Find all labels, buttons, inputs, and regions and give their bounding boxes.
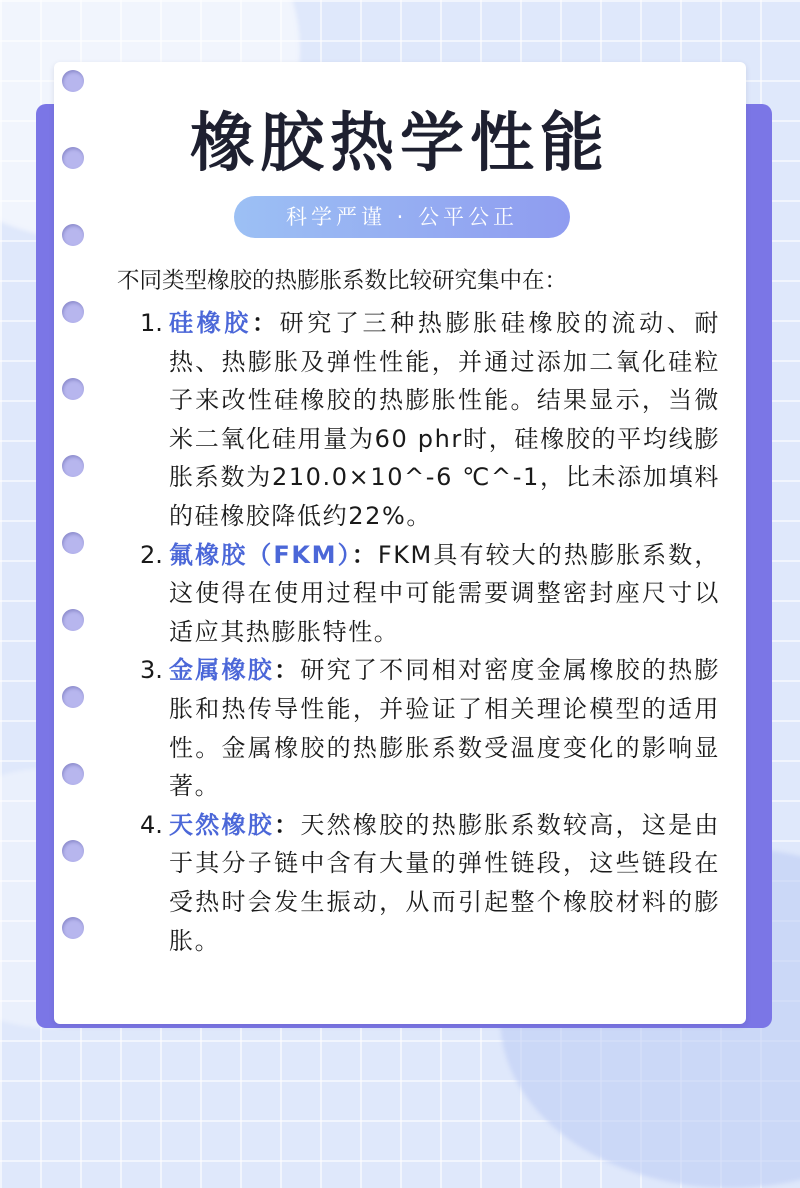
list-item-fluororubber	[140, 536, 720, 652]
binder-hole	[62, 224, 84, 246]
intro-text: 不同类型橡胶的热膨胀系数比较研究集中在：	[117, 268, 568, 294]
item-term: 天然橡胶	[169, 810, 275, 839]
item-colon: ：	[351, 540, 378, 569]
item-colon: ：	[274, 810, 301, 839]
binder-hole	[62, 532, 84, 554]
page-title: 橡胶热学性能	[190, 107, 610, 181]
item-text: 研究了三种热膨胀硅橡胶的流动、耐热、热膨胀及弹性性能，并通过添加二氧化硅粒子来改性硅橡胶的热膨胀性能。结果显示，当微米二氧化硅用量为60 phr时，硅橡胶的平均线膨胀系数为210.0×10^-6 ℃^-1，比未添加填料的硅橡胶降低约22%。	[169, 309, 720, 530]
item-term: 氟橡胶（FKM）	[169, 540, 352, 569]
binder-hole	[62, 609, 84, 631]
item-colon: ：	[274, 656, 301, 685]
item-number: 3.	[140, 656, 163, 685]
item-number: 4.	[140, 810, 163, 839]
item-term: 硅橡胶	[169, 309, 252, 337]
binder-hole	[62, 455, 84, 477]
binder-holes	[62, 70, 88, 1010]
list-item-silicone-rubber	[140, 304, 720, 536]
binder-hole	[62, 301, 84, 323]
item-term: 金属橡胶	[169, 656, 275, 685]
item-colon: ：	[251, 309, 280, 337]
item-number: 1.	[140, 309, 163, 337]
binder-hole	[62, 763, 84, 785]
rubber-type-list	[140, 304, 720, 960]
list-item-natural-rubber	[140, 806, 720, 960]
binder-hole	[62, 70, 84, 92]
subtitle-badge: 科学严谨 · 公平公正	[234, 196, 570, 238]
binder-hole	[62, 378, 84, 400]
binder-hole	[62, 917, 84, 939]
list-item-metal-rubber	[140, 651, 720, 805]
item-text: FKM具有较大的热膨胀系数，这使得在使用过程中可能需要调整密封座尺寸以适应其热膨胀特性。	[169, 540, 720, 646]
item-text: 研究了不同相对密度金属橡胶的热膨胀和热传导性能，并验证了相关理论模型的适用性。金属橡胶的热膨胀系数受温度变化的影响显著。	[169, 656, 720, 801]
item-number: 2.	[140, 540, 163, 569]
item-text: 天然橡胶的热膨胀系数较高，这是由于其分子链中含有大量的弹性链段，这些链段在受热时会发生振动，从而引起整个橡胶材料的膨胀。	[169, 810, 720, 955]
binder-hole	[62, 840, 84, 862]
binder-hole	[62, 686, 84, 708]
